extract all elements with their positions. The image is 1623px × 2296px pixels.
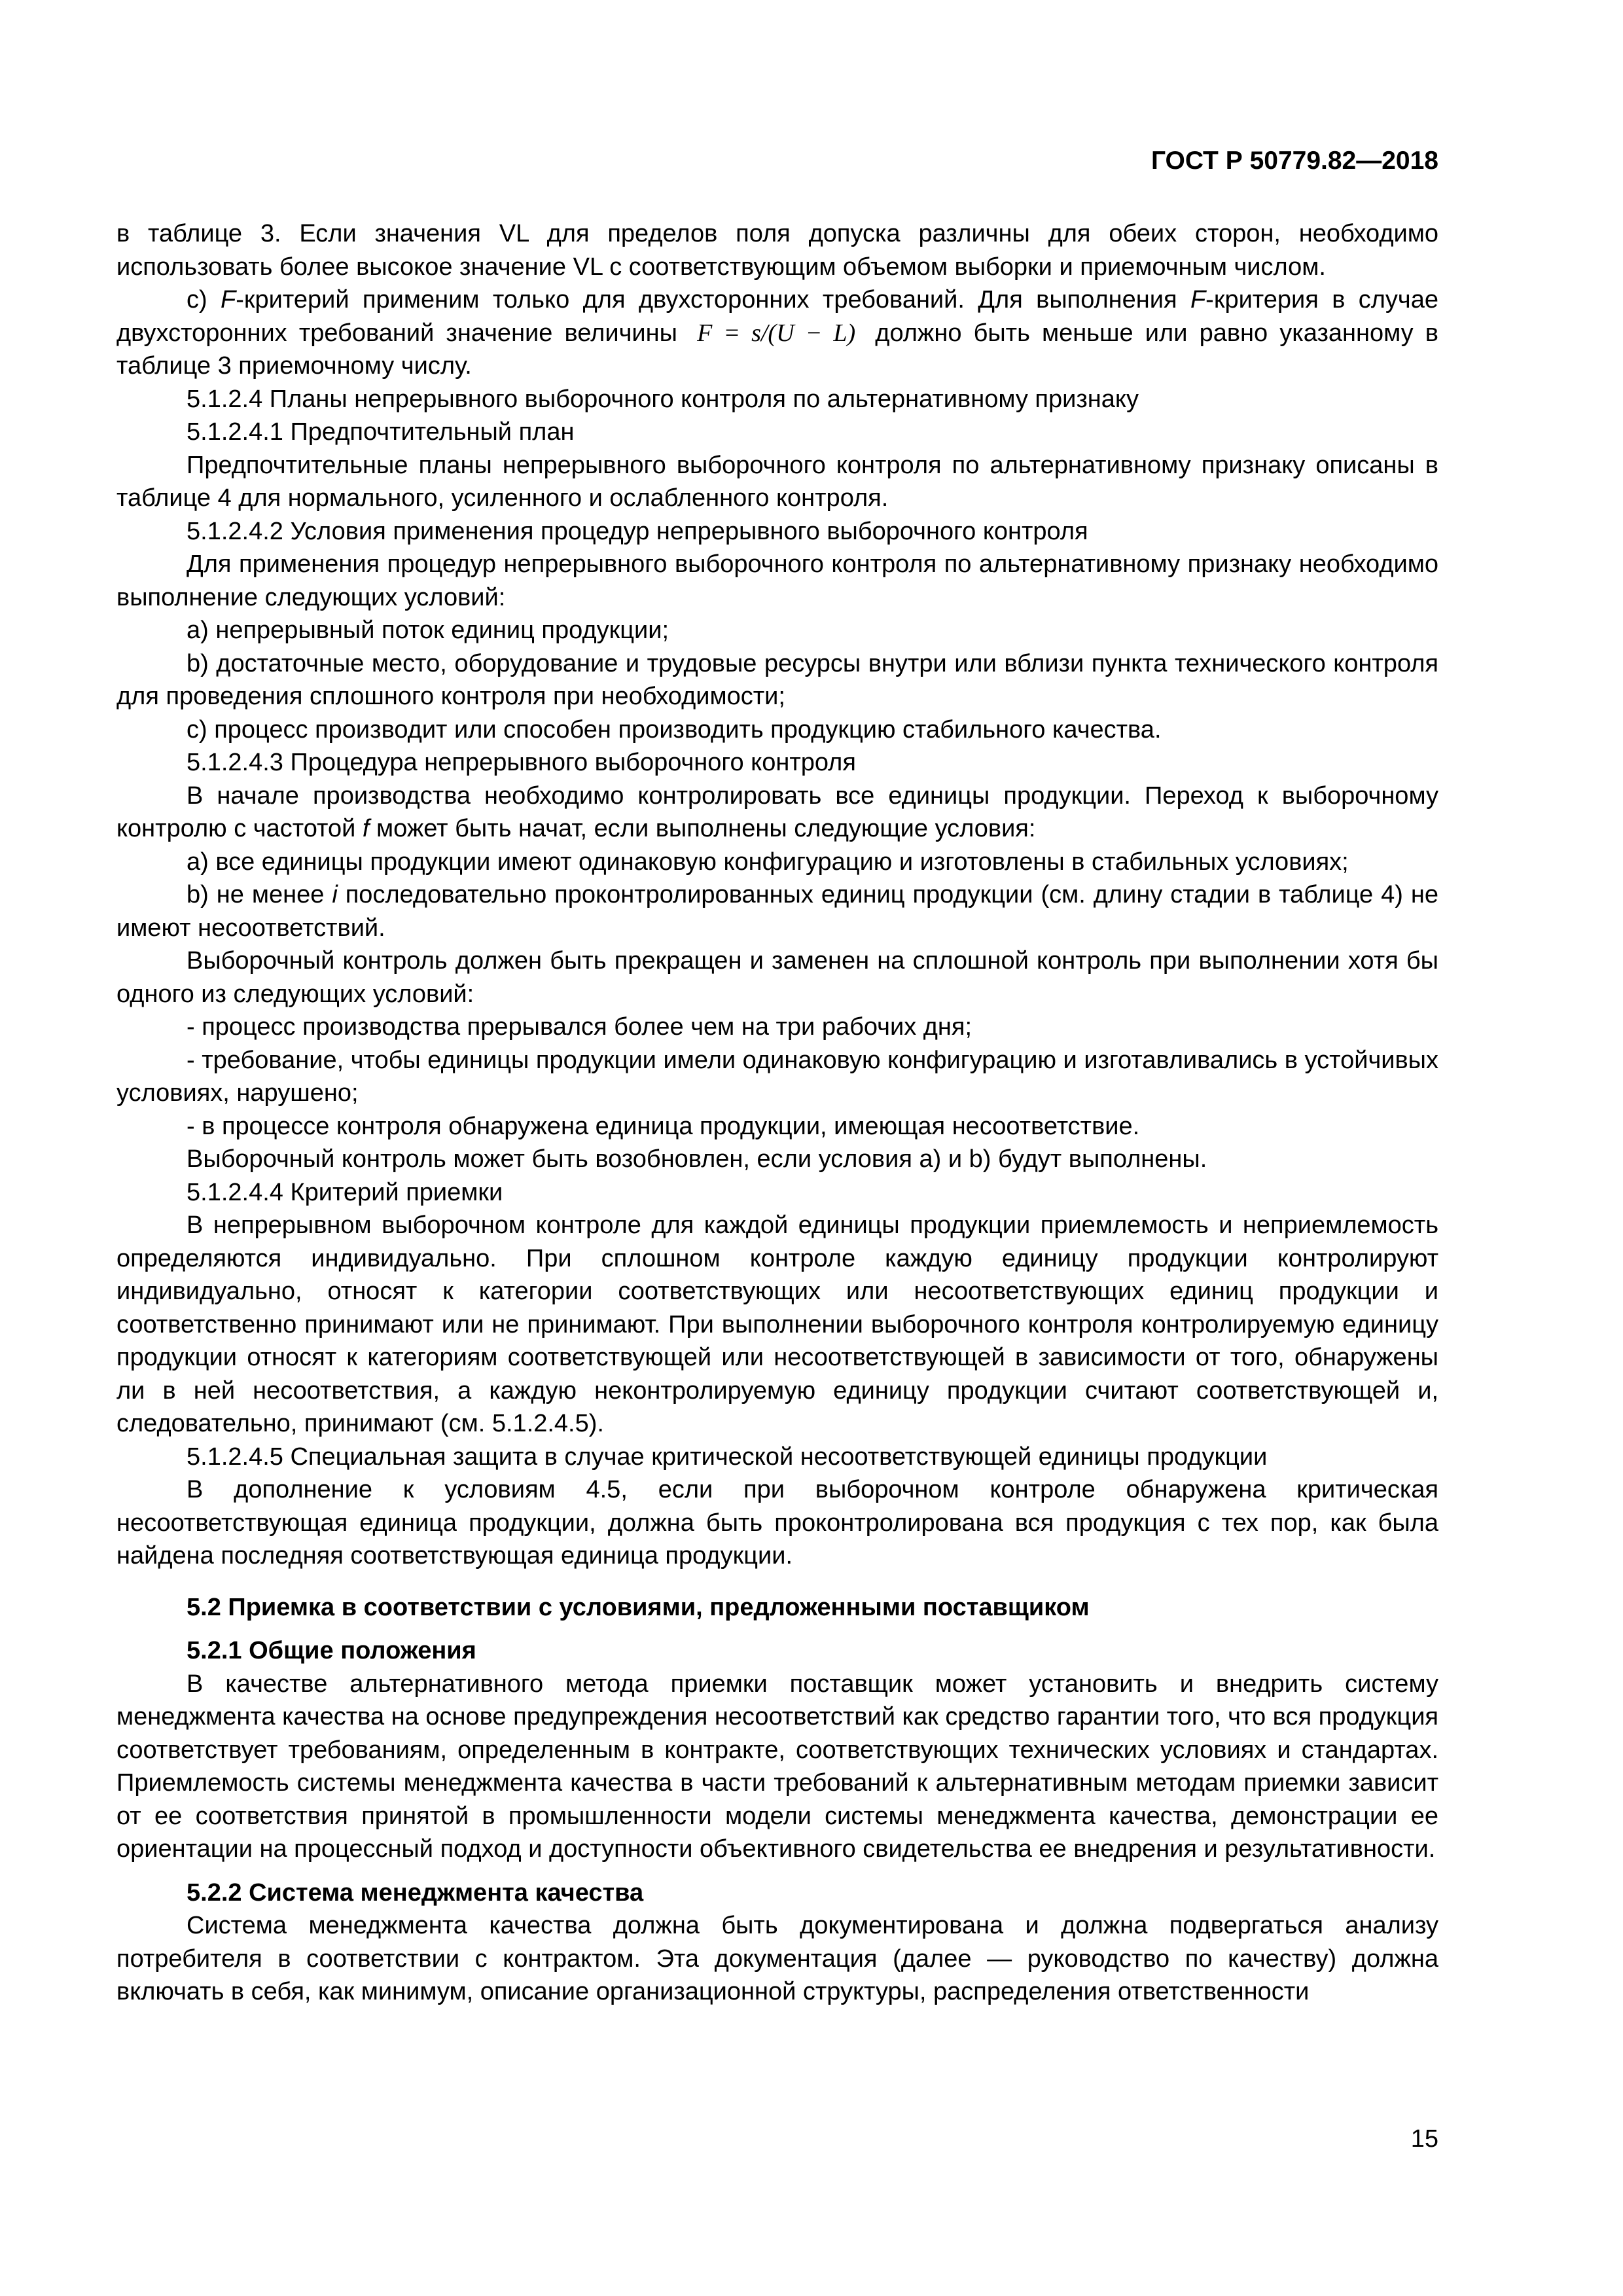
- section-heading: 5.1.2.4 Планы непрерывного выборочного контроля по альтернативному признаку: [187, 385, 1139, 413]
- paragraph: Выборочный контроль должен быть прекращен и заменен на сплошной контроль при выполнении хотя бы одного из следующих условий:: [116, 947, 1438, 1008]
- paragraph: Система менеджмента качества должна быть документирована и должна подвергаться анализу потребителя в соответствии с контрактом. Эта документация (далее — руководство по качеству) должна включать в себя, как минимум, описание организационной структуры, распределения ответственности: [116, 1912, 1438, 2005]
- list-item: - требование, чтобы единицы продукции имели одинаковую конфигурацию и изготавливались в устойчивых условиях, нарушено;: [116, 1046, 1438, 1107]
- paragraph: в таблице 3. Если значения VL для пределов поля допуска различны для обеих сторон, необходимо использовать более высокое значение VL с соответствующим объемом выборки и приемочным числом.: [116, 220, 1438, 281]
- section-heading: 5.1.2.4.1 Предпочтительный план: [187, 418, 575, 446]
- list-item: c) процесс производит или способен производить продукцию стабильного качества.: [187, 715, 1162, 744]
- document-header: ГОСТ Р 50779.82—2018: [1150, 147, 1438, 175]
- subsection-title: 5.2.1 Общие положения: [187, 1637, 476, 1664]
- paragraph: В дополнение к условиям 4.5, если при выборочном контроле обнаружена критическая несоответствующая единица продукции, должна быть проконтролирована вся продукция с тех пор, как была найдена последняя соответствующая единица продукции.: [116, 1476, 1438, 1570]
- document-body: [116, 217, 1438, 2009]
- paragraph: В непрерывном выборочном контроле для каждой единицы продукции приемлемость и неприемлемость определяются индивидуально. При сплошном контроле каждую единицу продукции контролируют индивидуально, относят к категории соответствующих или несоответствующих единиц продукции и соответственно принимают или не принимают. При выполнении выборочного контроля контролируемую единицу продукции относят к категориям соответствующей или несоответствующей в зависимости от того, обнаружены ли в ней несоответствия, а каждую неконтролируемую единицу продукции считают соответствующей и, следовательно, принимают (см. 5.1.2.4.5).: [116, 1211, 1438, 1437]
- paragraph-f-criterion: [116, 283, 1438, 383]
- formula: F = s/(U − L): [697, 319, 856, 347]
- text-run: может быть начат, если выполнены следующие условия:: [369, 815, 1036, 842]
- text-run: В начале производства необходимо контролировать все единицы продукции. Переход к выборочному контролю с частотой: [116, 781, 1438, 842]
- italic-symbol: f: [362, 815, 370, 842]
- text-run: -критерия в случае двухсторонних требований значение величины: [116, 286, 1438, 347]
- section-heading: 5.1.2.4.5 Специальная защита в случае критической несоответствующей единицы продукции: [187, 1443, 1268, 1471]
- text-run: последовательно проконтролированных единиц продукции (см. длину стадии в таблице 4) не имеют несоответствий.: [116, 881, 1438, 942]
- text-run: c): [187, 286, 221, 314]
- paragraph: [116, 780, 1438, 846]
- italic-symbol: i: [332, 881, 338, 908]
- text-run: должно быть меньше или равно указанному в таблице 3 приемочному числу.: [116, 319, 1438, 380]
- page-number: 15: [1410, 2125, 1438, 2153]
- section-heading: 5.1.2.4.3 Процедура непрерывного выборочного контроля: [187, 749, 856, 776]
- list-item: b) достаточные место, оборудование и трудовые ресурсы внутри или вблизи пункта технического контроля для проведения сплошного контроля при необходимости;: [116, 649, 1438, 710]
- list-item: a) непрерывный поток единиц продукции;: [187, 617, 669, 644]
- paragraph: Выборочный контроль может быть возобновлен, если условия a) и b) будут выполнены.: [187, 1145, 1207, 1173]
- text-run: -критерий применим только для двухсторонних требований. Для выполнения: [236, 286, 1190, 314]
- section-title: 5.2 Приемка в соответствии с условиями, предложенными поставщиком: [187, 1593, 1090, 1621]
- list-item: [116, 878, 1438, 944]
- list-item: - в процессе контроля обнаружена единица продукции, имеющая несоответствие.: [187, 1112, 1140, 1140]
- paragraph: Предпочтительные планы непрерывного выборочного контроля по альтернативному признаку описаны в таблице 4 для нормального, усиленного и ослабленного контроля.: [116, 451, 1438, 512]
- italic-symbol: F: [1190, 286, 1206, 314]
- paragraph: В качестве альтернативного метода приемки поставщик может установить и внедрить систему менеджмента качества на основе предупреждения несоответствий как средство гарантии того, что вся продукция соответствует требованиям, определенным в контракте, соответствующих технических условиях и стандартах. Приемлемость системы менеджмента качества в части требований к альтернативным методам приемки зависит от ее соответствия принятой в промышленности модели системы менеджмента качества, демонстрации ее ориентации на процессный подход и доступности объективного свидетельства ее внедрения и результативности.: [116, 1670, 1438, 1863]
- list-item: a) все единицы продукции имеют одинаковую конфигурацию и изготовлены в стабильных условиях;: [187, 848, 1349, 876]
- section-heading: 5.1.2.4.2 Условия применения процедур непрерывного выборочного контроля: [187, 517, 1088, 545]
- italic-symbol: F: [221, 286, 236, 314]
- paragraph: Для применения процедур непрерывного выборочного контроля по альтернативному признаку необходимо выполнение следующих условий:: [116, 550, 1438, 611]
- text-run: b) не менее: [187, 881, 332, 908]
- subsection-title: 5.2.2 Система менеджмента качества: [187, 1878, 644, 1907]
- list-item: - процесс производства прерывался более чем на три рабочих дня;: [187, 1013, 972, 1041]
- section-heading: 5.1.2.4.4 Критерий приемки: [187, 1178, 503, 1206]
